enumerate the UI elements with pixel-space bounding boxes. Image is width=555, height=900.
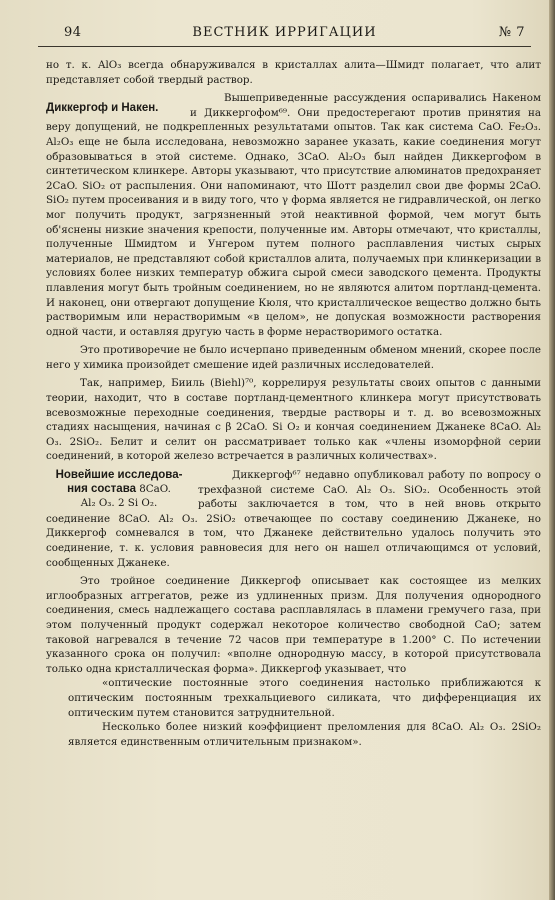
side-heading-line bbox=[46, 482, 192, 496]
side-heading-formula: 8CaO. bbox=[139, 483, 171, 496]
section-newest-research bbox=[46, 468, 541, 570]
side-heading-formula: Al₂ O₃. 2 Si O₂. bbox=[80, 497, 158, 510]
paragraph: Это тройное соединение Диккергоф описывает как состоящее из мелких иглообразных аггрегатов, реже из удлиненных призм. Для получения однородного соединения, смесь надлежащего состава расплавлялась в пламени гремучего газа, при этом полученный продукт содержал некоторое количество свободной CaO; затем таковой нагревался в течение 72 часов при температуре в 1.200° С. По истечении указанного срока он получил: «вполне однородную массу, в которой присутствовала только одна кристаллическая форма». Диккергоф указывает, что bbox=[46, 575, 541, 675]
side-heading-text: ния состава bbox=[67, 483, 137, 496]
quote-paragraph: «оптические постоянные этого соединения настолько приближаются к оптическим постоянным трехкальциевого силиката, что дифференциация их оптическим путем становится затруднительной. bbox=[68, 677, 541, 719]
quote-paragraph: Несколько более низкий коэффициент преломления для 8CaO. Al₂ O₃. 2SiO₂ является единственным отличительным признаком». bbox=[68, 721, 541, 748]
side-heading-line: Новейшие исследова- bbox=[55, 469, 183, 482]
paragraph: но т. к. AlO₃ всегда обнаруживался в кристаллах алита—Шмидт полагает, что алит представляет собой твердый раствор. bbox=[46, 59, 541, 86]
paragraph: Вышеприведенные рассуждения оспаривались Накеном и Диккергофом⁶⁹. Они предостерегают против принятия на веру допущений, не подкрепленных результатами опытов. Так как система CaO. Fe₂O₃. Al₂O₃ еще не была исследована, невозможно заранее указать, какие соединения могут образовываться в этой системе. Однако, 3CaO. Al₂O₃ был найден Диккергофом в синтетическом клинкере. Авторы указывают, что присутствие алюминатов предохраняет 2CaO. SiO₂ от распыления. Они напоминают, что Шотт разделил свои две формы 2CaO. SiO₂ путем просеивания и в виду того, что γ форма является не гидравлической, он легко мог получить продукт, загрязненный этой неактивной формой, чем могут быть об'яснены низкие значения крепости, полученные им. Авторы отмечают, что кристаллы, полученные Шмидтом и Унгером путем полного расплавления чистых сырых материалов, не представляют собой кристаллов алита, получаемых при клинкеризации в условиях более низких температур обжига сырой смеси заводского цемента. Продукты плавления могут быть тройным соединением, но не являются алитом портланд-цемента. И наконец, они отвергают допущение Кюля, что кристаллическое вещество должно быть растворимым или нерастворимым «в целом», не допуская возможности растворения одной части, и оставляя другую часть в форме нерастворимого остатка. bbox=[46, 92, 541, 338]
paragraph: Это противоречие не было исчерпано приведенным обменом мнений, скорее после него у химика произойдет смешение идей различных исследователей. bbox=[46, 344, 541, 371]
page-number: 94 bbox=[64, 25, 82, 40]
section-dikkergof bbox=[46, 91, 541, 339]
issue-number: № 7 bbox=[498, 25, 525, 40]
side-heading: Диккергоф и Накен. bbox=[46, 102, 159, 115]
paragraph: Диккергоф⁶⁷ недавно опубликовал работу по вопросу о трехфазной системе CaO. Al₂ O₃. SiO₂. Особенность этой работы заключается в том, что в ней вновь открыто соединение 8CaO. Al₂ O₃. 2SiO₂ отвечающее по составу соединению Джанеке, но Диккергоф сомневался в том, что Джанеке действительно удалось получить это соединение, т. к. условия равновесия для него он нашел отличающимся от условий, сообщенных Джанеке. bbox=[46, 469, 541, 569]
page-edge-shadow bbox=[549, 0, 555, 900]
paragraph: Так, например, Бииль (Biehl)⁷⁰, коррелируя результаты своих опытов с данными теории, находит, что в составе портланд-цементного клинкера могут присутствовать всевозможные переходные соединения, твердые растворы и т. д. во всевозможных стадиях насыщения, начиная с β 2CaO. Si O₂ и кончая соединением Джанеке 8CaO. Al₂ O₃. 2SiO₂. Белит и селит он рассматривает только как «члены изоморфной серии соединений, в которой железо встречается в различных количествах». bbox=[46, 377, 541, 463]
article-body bbox=[46, 58, 541, 749]
side-heading bbox=[46, 468, 192, 510]
running-header bbox=[38, 24, 531, 47]
journal-title: ВЕСТНИК ИРРИГАЦИИ bbox=[192, 25, 377, 40]
